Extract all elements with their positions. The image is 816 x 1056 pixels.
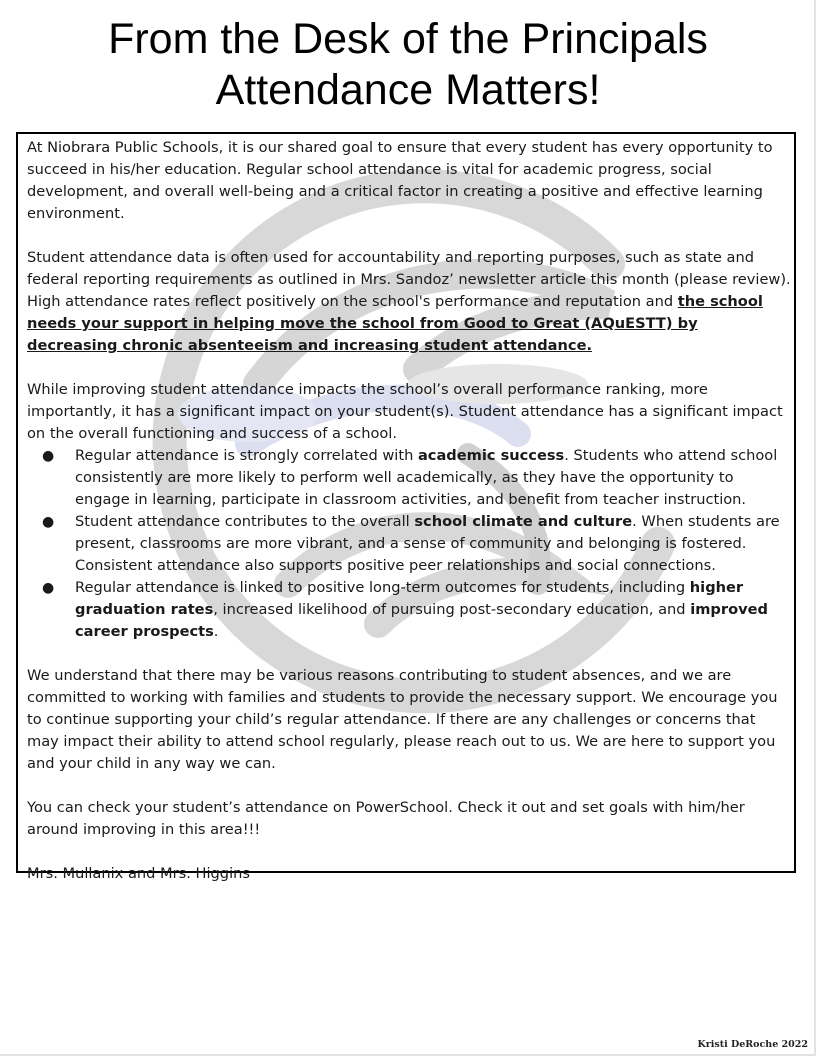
signature: Mrs. Mullanix and Mrs. Higgins — [27, 865, 250, 882]
intro-paragraph: At Niobrara Public Schools, it is our shared goal to ensure that every student has every opportunity to succeed in his/her education. Regular school attendance is vital for academic progress, social development, and overall well-being and a critical factor in creating a positive and effective learning environment. — [27, 139, 773, 222]
bullet-marker: ● — [42, 580, 55, 596]
title-line-1: From the Desk of the Principals — [108, 15, 708, 63]
bullet-marker: ● — [42, 514, 55, 530]
support-paragraph: We understand that there may be various reasons contributing to student absences, and we are committed to working with families and students to provide the necessary support. We encourage you to continue supporting your child’s regular attendance. If there are any challenges or concerns that may impact their ability to attend school regularly, please reach out to us. We are here to support you and your child in any way we can. — [27, 667, 778, 772]
list-item: ● Student attendance contributes to the overall school climate and culture. When students are present, classrooms are more vibrant, and a sense of community and belonging is fostered. Consistent attendance also supports positive peer relationships and social connections. — [42, 513, 780, 574]
bold-phrase: academic success — [417, 447, 565, 464]
attendance-data-text: Student attendance data is often used for accountability and reporting purposes, such as state and federal reporting requirements as outlined in Mrs. Sandoz’ newsletter article this month (please review). High attendance rates reflect positively on the school's performance and reputation and — [27, 249, 791, 310]
attendance-data-paragraph — [27, 247, 791, 357]
bold-phrase: improved career prospects — [75, 601, 768, 640]
bold-phrase: higher graduation rates — [75, 579, 744, 618]
page-title — [0, 14, 816, 116]
list-item: ● Regular attendance is strongly correlated with academic success. Students who attend school consistently are more likely to perform well academically, as they have the opportunity to engage in learning, participate in classroom activities, and benefit from teacher instruction. — [42, 447, 778, 508]
template-credit: Kristi DeRoche 2022 — [697, 1039, 808, 1050]
bold-phrase: school climate and culture — [414, 513, 633, 530]
impact-paragraph: While improving student attendance impacts the school’s overall performance ranking, more importantly, it has a significant impact on your student(s). Student attendance has a significant impact on the overall functioning and success of a school. — [27, 381, 783, 442]
article-body — [27, 137, 791, 885]
list-item: ● Regular attendance is linked to positive long-term outcomes for students, including higher graduation rates, increased likelihood of pursuing post-secondary education, and improved career prospects. — [42, 579, 768, 640]
benefits-list — [27, 445, 791, 643]
call-to-action-text: the school needs your support in helping move the school from Good to Great (AQuESTT) by decreasing chronic absenteeism and increasing student attendance. — [27, 293, 763, 354]
title-line-2: Attendance Matters! — [215, 66, 601, 114]
powerschool-paragraph: You can check your student’s attendance on PowerSchool. Check it out and set goals with him/her around improving in this area!!! — [27, 799, 745, 838]
newsletter-article-box — [16, 132, 796, 882]
bullet-marker: ● — [42, 448, 55, 464]
